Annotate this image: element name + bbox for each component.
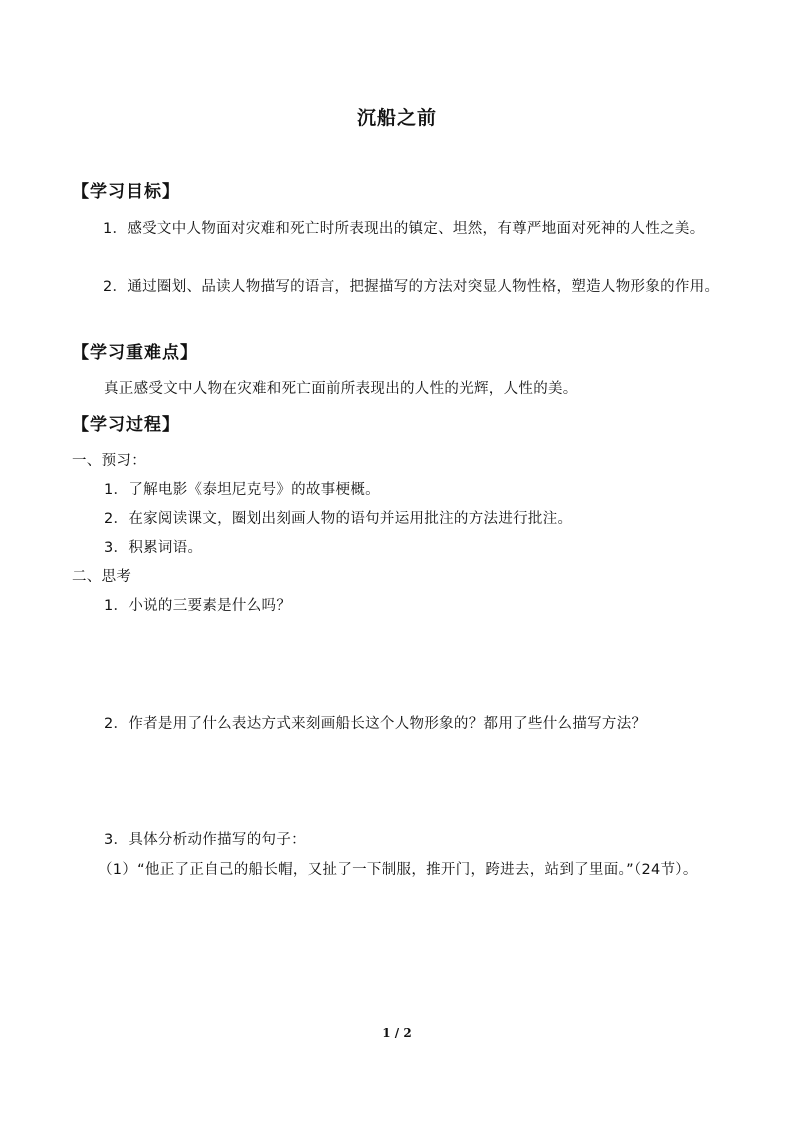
- think-item-2: 2．作者是用了什么表达方式来刻画船长这个人物形象的？都用了些什么描写方法？: [104, 716, 647, 732]
- key-points-heading: 【学习重难点】: [72, 343, 198, 363]
- page-title: 沉船之前: [356, 107, 437, 129]
- section-2-heading: 二、思考: [72, 569, 132, 585]
- page-number: 1 / 2: [382, 1026, 412, 1040]
- prep-item-2: 2．在家阅读课文，圈划出刻画人物的语句并运用批注的方法进行批注。: [104, 511, 573, 527]
- prep-item-3: 3．积累词语。: [104, 540, 203, 556]
- think-item-1: 1．小说的三要素是什么吗？: [104, 598, 292, 614]
- section-1-heading: 一、预习：: [72, 453, 146, 469]
- prep-item-1: 1．了解电影《泰坦尼克号》的故事梗概。: [104, 482, 380, 498]
- think-item-3: 3．具体分析动作描写的句子：: [104, 832, 306, 848]
- key-points-text: 真正感受文中人物在灾难和死亡面前所表现出的人性的光辉，人性的美。: [104, 381, 578, 397]
- goals-item-2: 2．通过圈划、品读人物描写的语言，把握描写的方法对突显人物性格，塑造人物形象的作用。: [103, 279, 720, 295]
- goals-heading: 【学习目标】: [72, 182, 180, 202]
- think-item-3-sub-1: （1）“他正了正自己的船长帽，又扯了一下制服，推开门，跨进去，站到了里面。”（24节）。: [98, 862, 698, 878]
- process-heading: 【学习过程】: [72, 415, 180, 435]
- goals-item-1: 1．感受文中人物面对灾难和死亡时所表现出的镇定、坦然，有尊严地面对死神的人性之美。: [103, 221, 705, 237]
